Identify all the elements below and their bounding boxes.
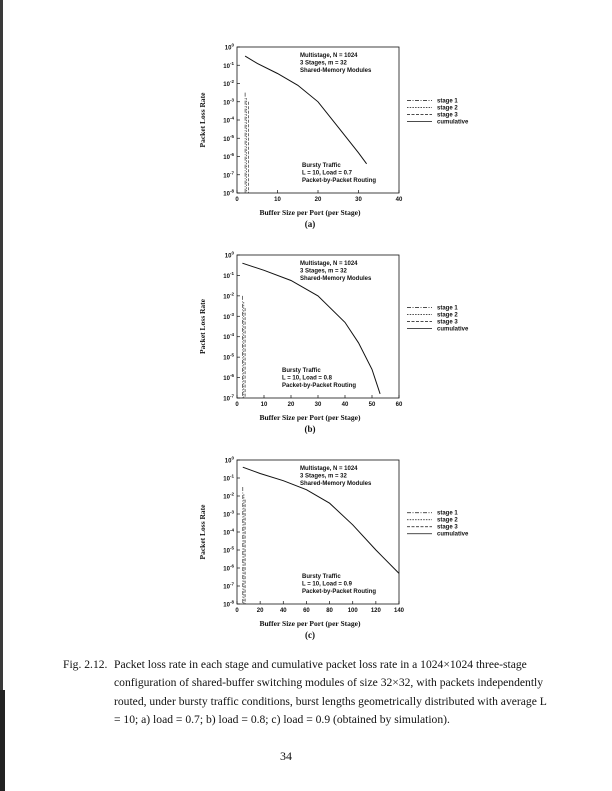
y-tick-label: $10^{-8}$ bbox=[223, 188, 234, 198]
x-tick-label: 60 bbox=[395, 402, 403, 408]
annotation-bottom-line: Bursty Traffic bbox=[302, 574, 341, 580]
panel-label: (c) bbox=[305, 630, 315, 640]
y-axis-label: Packet Loss Rate bbox=[198, 299, 207, 354]
annotation-bottom-line: Packet-by-Packet Routing bbox=[302, 589, 377, 595]
annotation-top-line: Shared-Memory Modules bbox=[300, 68, 372, 74]
x-tick-label: 10 bbox=[260, 402, 268, 408]
annotation-top-line: Shared-Memory Modules bbox=[300, 276, 372, 282]
y-tick-label: $10^{-4}$ bbox=[223, 115, 234, 125]
panel-label: (b) bbox=[304, 424, 316, 434]
x-tick-label: 20 bbox=[287, 402, 295, 408]
y-tick-label: $10^{-6}$ bbox=[223, 563, 234, 573]
y-tick-label: $10^{-7}$ bbox=[223, 393, 234, 403]
figure-caption bbox=[63, 656, 553, 730]
y-axis-label: Packet Loss Rate bbox=[198, 504, 207, 560]
y-tick-label: $10^0$ bbox=[224, 42, 234, 52]
legend-entry: cumulative bbox=[437, 119, 469, 126]
legend-entry: stage 1 bbox=[437, 510, 458, 517]
annotation-bottom-line: L = 10, Load = 0.7 bbox=[302, 170, 352, 177]
annotation-top-line: Multistage, N = 1024 bbox=[300, 466, 358, 472]
x-axis-label: Buffer Size per Port (per Stage) bbox=[259, 413, 361, 422]
legend-entry: stage 3 bbox=[437, 319, 458, 326]
annotation-bottom-line: Packet-by-Packet Routing bbox=[302, 178, 377, 184]
y-tick-label: $10^0$ bbox=[224, 250, 234, 260]
annotation-top-line: 3 Stages, m = 32 bbox=[300, 60, 347, 67]
legend-entry: cumulative bbox=[437, 531, 469, 538]
legend-entry: stage 1 bbox=[437, 305, 458, 312]
annotation-top-line: Multistage, N = 1024 bbox=[300, 53, 358, 59]
y-tick-label: $10^{-4}$ bbox=[223, 527, 234, 537]
legend-entry: stage 1 bbox=[437, 98, 458, 105]
y-tick-label: $10^{-6}$ bbox=[223, 373, 234, 383]
x-axis-label: Buffer Size per Port (per Stage) bbox=[259, 208, 361, 217]
chart-c bbox=[0, 446, 612, 666]
x-tick-label: 0 bbox=[235, 197, 239, 203]
y-tick-label: $10^{-3}$ bbox=[223, 97, 234, 107]
x-tick-label: 40 bbox=[279, 608, 287, 614]
y-tick-label: $10^{-2}$ bbox=[223, 79, 234, 88]
x-tick-label: 20 bbox=[314, 197, 322, 203]
x-tick-label: 50 bbox=[368, 402, 376, 408]
page-number: 34 bbox=[280, 749, 292, 763]
y-tick-label: $10^{-7}$ bbox=[223, 170, 234, 180]
annotation-bottom-line: Bursty Traffic bbox=[282, 368, 321, 374]
legend-entry: stage 3 bbox=[437, 112, 458, 119]
annotation-bottom-line: L = 10, Load = 0.9 bbox=[302, 581, 352, 588]
y-tick-label: $10^{-8}$ bbox=[223, 599, 234, 609]
y-tick-label: $10^{-1}$ bbox=[223, 60, 234, 70]
y-tick-label: $10^{-3}$ bbox=[223, 509, 234, 519]
x-tick-label: 40 bbox=[341, 402, 349, 408]
series-line-cumulative bbox=[242, 263, 380, 394]
annotation-top-line: Shared-Memory Modules bbox=[300, 481, 372, 487]
caption-text: Packet loss rate in each stage and cumulative packet loss rate in a 1024×1024 three-stage configuration of shared-buffer switching modules of size 32×32, with packets independently routed, under bursty traffic conditions, burst lengths geometrically distributed with average L = 10; a) load = 0.7; b) load = 0.8; c) load = 0.9 (obtained by simulation). bbox=[114, 658, 547, 727]
x-tick-label: 140 bbox=[393, 608, 405, 614]
caption-label: Fig. 2.12. bbox=[63, 658, 108, 671]
annotation-top-line: Multistage, N = 1024 bbox=[300, 261, 358, 267]
x-tick-label: 120 bbox=[370, 608, 381, 614]
x-tick-label: 40 bbox=[395, 197, 403, 203]
legend-entry: cumulative bbox=[437, 326, 469, 333]
x-tick-label: 100 bbox=[347, 608, 358, 614]
y-tick-label: $10^{-5}$ bbox=[223, 545, 234, 555]
y-tick-label: $10^{-4}$ bbox=[223, 332, 234, 342]
legend-entry: stage 2 bbox=[437, 105, 458, 112]
y-tick-label: $10^{-1}$ bbox=[223, 270, 234, 280]
y-tick-label: $10^{-3}$ bbox=[223, 311, 234, 321]
y-tick-label: $10^0$ bbox=[224, 455, 234, 465]
x-tick-label: 60 bbox=[303, 608, 310, 614]
chart-a bbox=[0, 35, 612, 250]
x-tick-label: 30 bbox=[355, 197, 362, 203]
panel-label: (a) bbox=[304, 219, 316, 229]
legend-entry: stage 3 bbox=[437, 524, 458, 531]
y-tick-label: $10^{-5}$ bbox=[223, 133, 234, 143]
y-tick-label: $10^{-1}$ bbox=[223, 473, 234, 483]
x-tick-label: 80 bbox=[326, 608, 333, 614]
x-tick-label: 0 bbox=[235, 402, 239, 408]
chart-b bbox=[0, 240, 612, 455]
x-tick-label: 0 bbox=[235, 608, 239, 614]
x-tick-label: 30 bbox=[314, 402, 322, 408]
y-tick-label: $10^{-2}$ bbox=[223, 291, 234, 301]
x-tick-label: 10 bbox=[274, 197, 281, 203]
annotation-top-line: 3 Stages, m = 32 bbox=[300, 473, 347, 480]
page-edge-dark bbox=[0, 690, 5, 791]
annotation-bottom-line: Packet-by-Packet Routing bbox=[282, 383, 357, 389]
legend-entry: stage 2 bbox=[437, 517, 458, 524]
y-axis-label: Packet Loss Rate bbox=[198, 92, 207, 148]
y-tick-label: $10^{-7}$ bbox=[223, 581, 234, 591]
y-tick-label: $10^{-6}$ bbox=[223, 152, 234, 161]
x-axis-label: Buffer Size per Port (per Stage) bbox=[259, 619, 361, 628]
legend-entry: stage 2 bbox=[437, 312, 458, 319]
annotation-bottom-line: L = 10, Load = 0.8 bbox=[282, 375, 332, 382]
annotation-bottom-line: Bursty Traffic bbox=[302, 163, 341, 169]
y-tick-label: $10^{-5}$ bbox=[223, 352, 234, 362]
annotation-top-line: 3 Stages, m = 32 bbox=[300, 268, 347, 275]
x-tick-label: 20 bbox=[256, 608, 264, 614]
y-tick-label: $10^{-2}$ bbox=[223, 491, 234, 501]
